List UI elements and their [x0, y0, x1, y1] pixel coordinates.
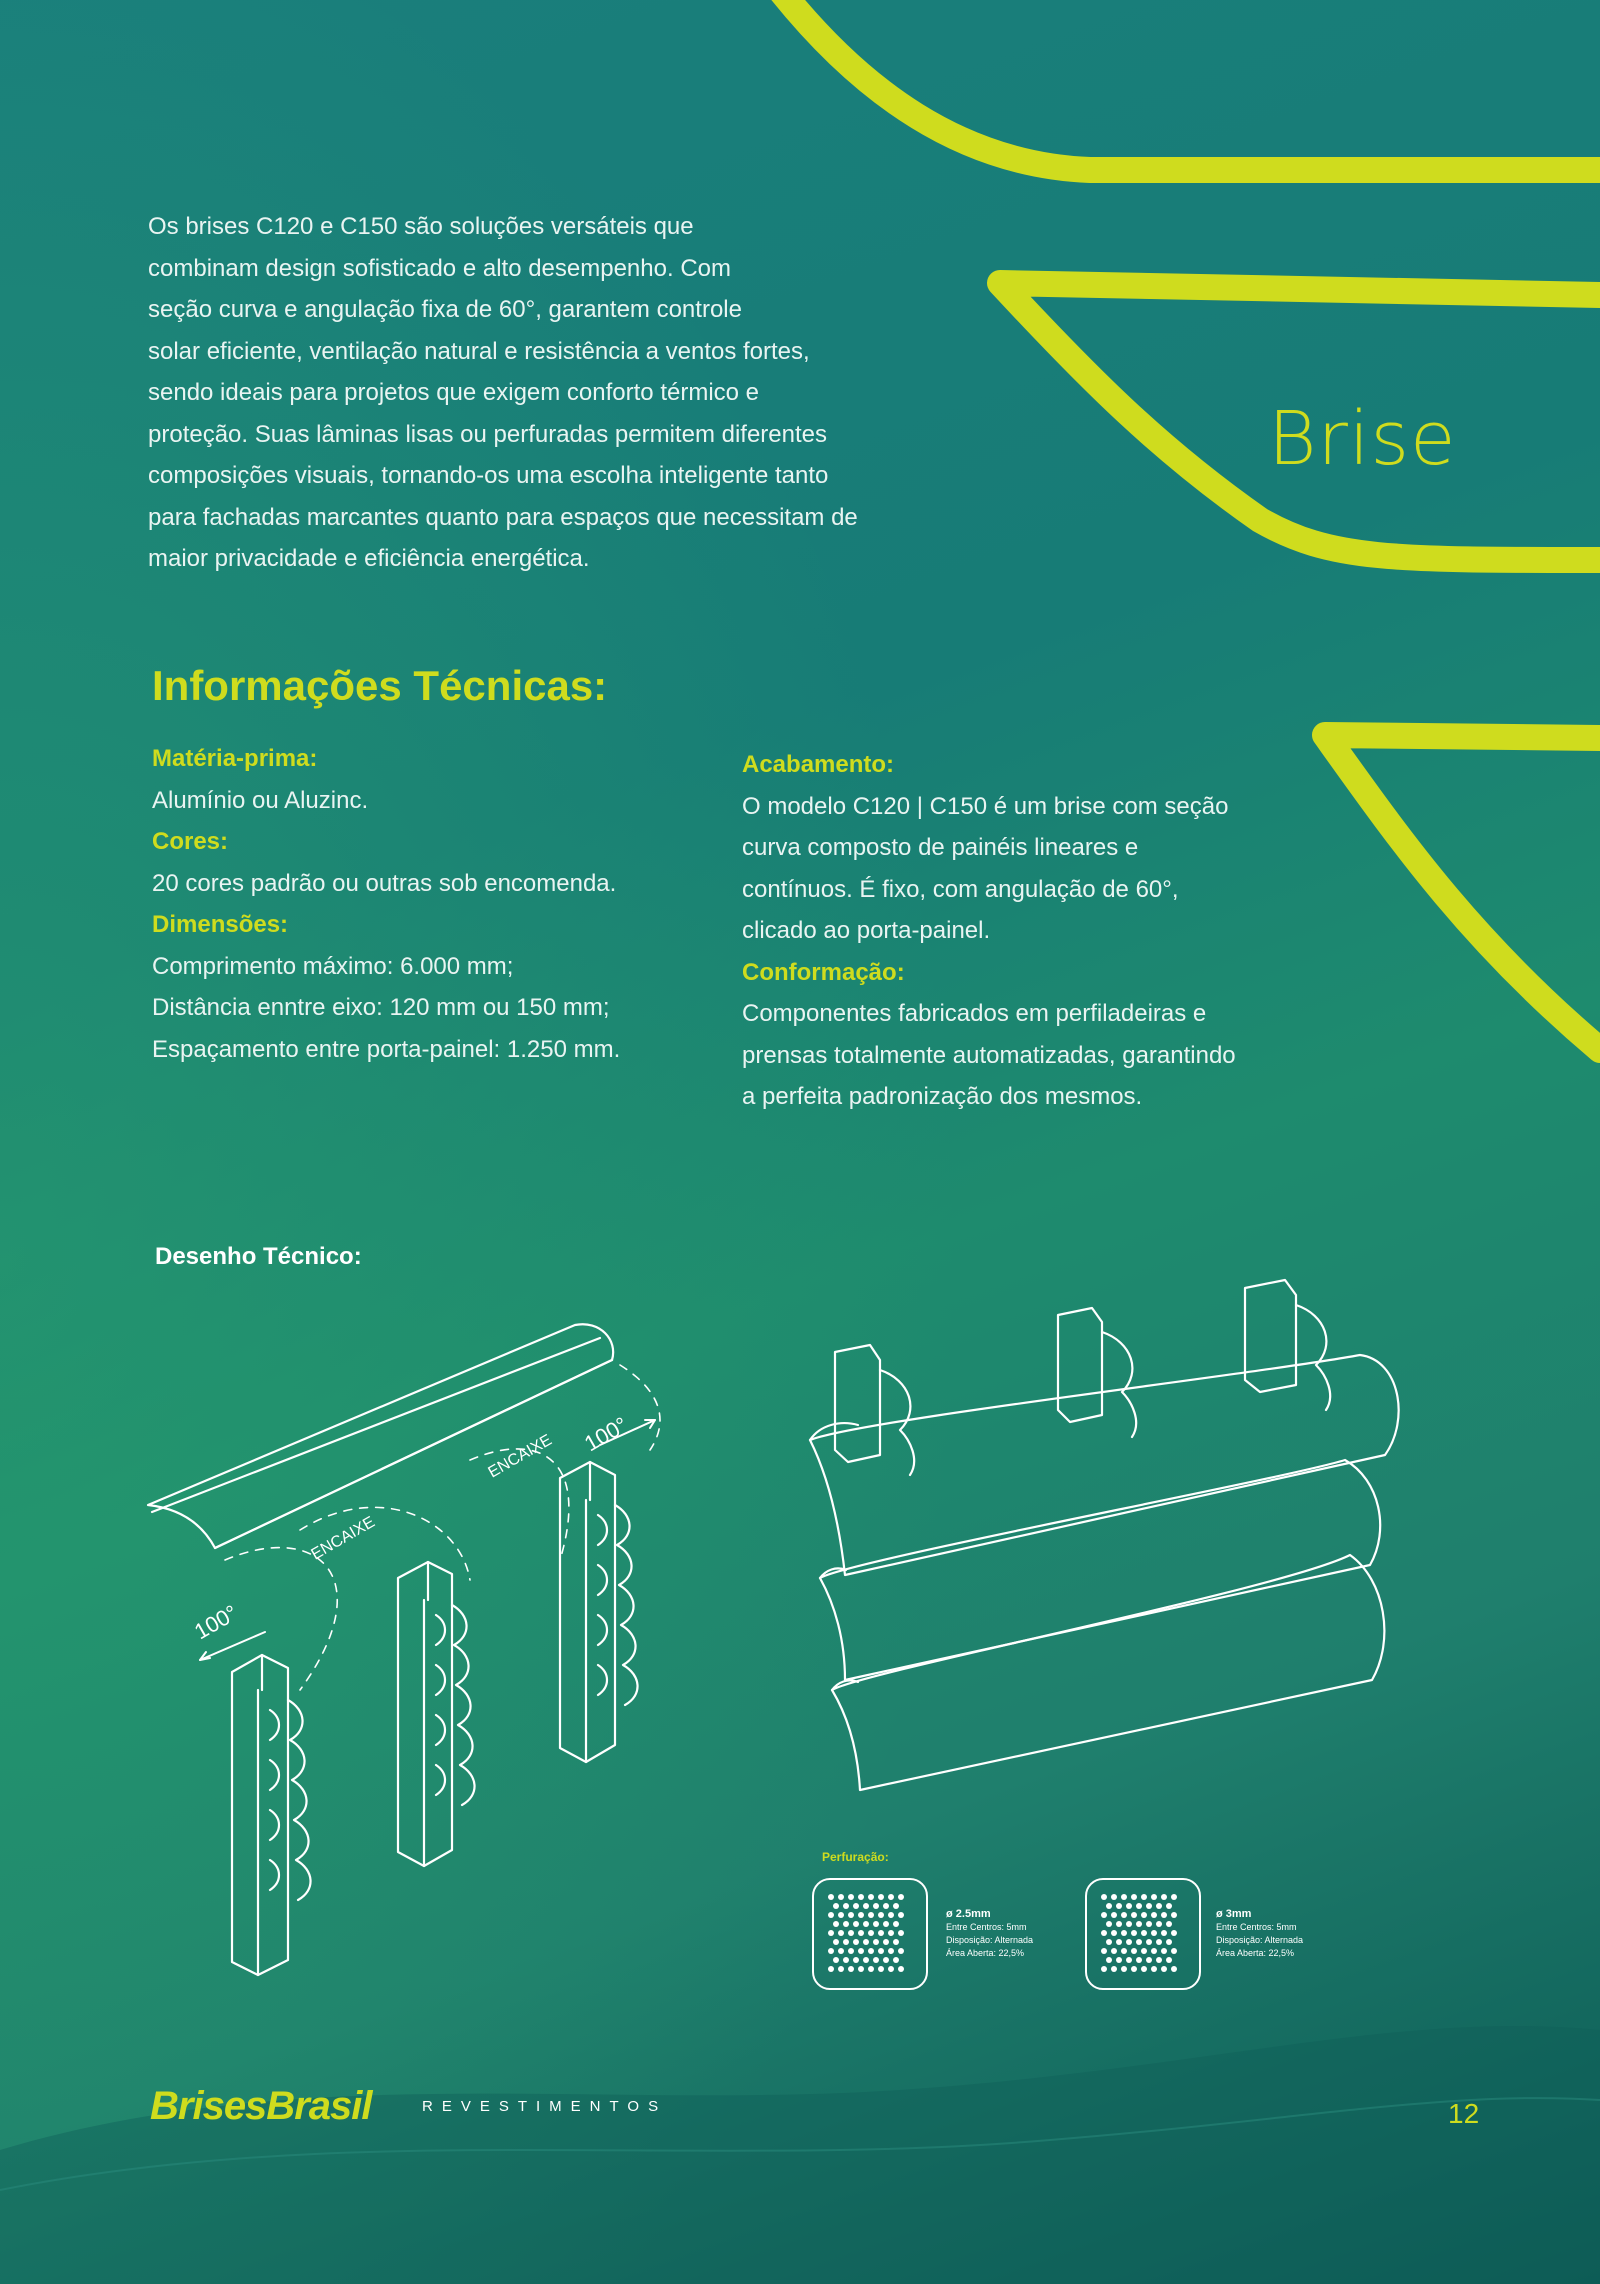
clip-drawing-3	[560, 1462, 638, 1762]
perforation-diameter: ø 3mm	[1216, 1908, 1252, 1920]
perforation-hole	[898, 1912, 904, 1918]
perforation-open-area: Área Aberta: 22,5%	[946, 1948, 1025, 1958]
perforation-hole	[858, 1912, 864, 1918]
perforation-hole	[883, 1903, 889, 1909]
perforation-centers: Entre Centros: 5mm	[946, 1922, 1027, 1932]
intro-line: seção curva e angulação fixa de 60°, garantem controle	[148, 296, 742, 323]
perforation-hole	[893, 1903, 899, 1909]
perforation-hole	[1146, 1957, 1152, 1963]
perforation-hole	[853, 1939, 859, 1945]
perforation-hole	[1106, 1957, 1112, 1963]
intro-line: para fachadas marcantes quanto para espaços que necessitam de	[148, 503, 858, 531]
perforation-hole	[1171, 1930, 1177, 1936]
perforation-hole	[1141, 1966, 1147, 1972]
acabamento-line: clicado ao porta-painel.	[742, 917, 991, 944]
perforation-hole	[1151, 1948, 1157, 1954]
conformacao-line: prensas totalmente automatizadas, garantindo	[742, 1041, 1236, 1069]
perforation-hole	[843, 1957, 849, 1963]
perforation-hole	[1151, 1930, 1157, 1936]
perforation-hole	[1126, 1957, 1132, 1963]
perforation-title: Perfuração:	[822, 1850, 889, 1864]
perforation-hole	[898, 1948, 904, 1954]
perforation-hole	[888, 1912, 894, 1918]
perforation-hole	[1136, 1921, 1142, 1927]
acabamento-line: contínuos. É fixo, com angulação de 60°,	[742, 875, 1179, 903]
perforation-hole	[843, 1903, 849, 1909]
conformacao-line: a perfeita padronização dos mesmos.	[742, 1083, 1143, 1110]
perforation-hole	[1126, 1921, 1132, 1927]
perforation-hole	[1156, 1921, 1162, 1927]
perforation-hole	[878, 1894, 884, 1900]
drawing-title: Desenho Técnico:	[155, 1243, 362, 1270]
perforation-hole	[898, 1966, 904, 1972]
perforation-hole	[848, 1948, 854, 1954]
perforation-hole	[838, 1894, 844, 1900]
dimensoes-value: Espaçamento entre porta-painel: 1.250 mm.	[152, 1035, 621, 1063]
intro-line: maior privacidade e eficiência energética.	[148, 545, 590, 572]
perforation-hole	[893, 1957, 899, 1963]
perforation-hole	[1116, 1939, 1122, 1945]
perforation-hole	[863, 1939, 869, 1945]
perforation-hole	[1136, 1903, 1142, 1909]
perforation-hole	[828, 1966, 834, 1972]
perforation-hole	[848, 1930, 854, 1936]
perforation-hole	[868, 1930, 874, 1936]
perforation-info-1	[946, 1908, 1033, 1960]
perforation-hole	[1171, 1912, 1177, 1918]
perforation-hole	[1121, 1948, 1127, 1954]
perforation-hole	[1146, 1939, 1152, 1945]
perforation-hole	[1101, 1894, 1107, 1900]
perforation-hole	[1141, 1894, 1147, 1900]
intro-line: composições visuais, tornando-os uma escolha inteligente tanto	[148, 462, 829, 489]
perforation-hole	[878, 1966, 884, 1972]
perforation-hole	[1146, 1903, 1152, 1909]
dimensoes-value: Comprimento máximo: 6.000 mm;	[152, 952, 514, 980]
perforation-hole	[873, 1921, 879, 1927]
materia-label: Matéria-prima:	[152, 745, 318, 772]
intro-line: combinam design sofisticado e alto desempenho. Com	[148, 254, 731, 282]
perforation-hole	[1156, 1939, 1162, 1945]
perforation-hole	[1151, 1912, 1157, 1918]
perforation-diameter: ø 2.5mm	[946, 1908, 991, 1920]
dimension-arcs	[225, 1365, 660, 1690]
perforation-hole	[828, 1894, 834, 1900]
perforation-hole	[1111, 1966, 1117, 1972]
perforation-hole	[1141, 1948, 1147, 1954]
perforation-hole	[843, 1939, 849, 1945]
perforation-hole	[898, 1930, 904, 1936]
perforation-sample-2	[1085, 1878, 1201, 1990]
perforation-hole	[833, 1957, 839, 1963]
perforation-hole	[863, 1957, 869, 1963]
perforation-hole	[878, 1930, 884, 1936]
perforation-hole	[863, 1921, 869, 1927]
perforation-hole	[1161, 1912, 1167, 1918]
perforation-hole	[1171, 1894, 1177, 1900]
perforation-hole	[1121, 1930, 1127, 1936]
perforation-hole	[828, 1948, 834, 1954]
perforation-hole	[1141, 1912, 1147, 1918]
perforation-hole	[873, 1957, 879, 1963]
perforation-hole	[883, 1957, 889, 1963]
angle-label-left: 100°	[190, 1599, 242, 1645]
perforation-hole	[1111, 1948, 1117, 1954]
dimensoes-label: Dimensões:	[152, 911, 289, 938]
perforation-hole	[848, 1966, 854, 1972]
perforation-hole	[1136, 1939, 1142, 1945]
tech-info-title: Informações Técnicas:	[152, 662, 608, 709]
perforation-hole	[898, 1894, 904, 1900]
perforation-hole	[888, 1930, 894, 1936]
perforation-hole	[1106, 1921, 1112, 1927]
dimensoes-value: Distância enntre eixo: 120 mm ou 150 mm;	[152, 994, 610, 1021]
perforation-hole	[893, 1939, 899, 1945]
clip-drawing-2	[398, 1562, 475, 1866]
perforation-hole	[1121, 1894, 1127, 1900]
perforation-hole	[1136, 1957, 1142, 1963]
clip-drawing-1	[232, 1655, 311, 1975]
perforation-hole	[878, 1912, 884, 1918]
perforation-hole	[858, 1948, 864, 1954]
cores-label: Cores:	[152, 828, 229, 855]
perforation-hole	[1101, 1948, 1107, 1954]
conformacao-line: Componentes fabricados em perfiladeiras e	[742, 1000, 1207, 1027]
perforation-hole	[1156, 1957, 1162, 1963]
perforation-hole	[833, 1903, 839, 1909]
perforation-hole	[1101, 1930, 1107, 1936]
perforation-hole	[853, 1957, 859, 1963]
perforation-hole	[888, 1966, 894, 1972]
perforation-hole	[828, 1912, 834, 1918]
perforation-hole	[1141, 1930, 1147, 1936]
brand-logo: BrisesBrasil	[150, 2084, 372, 2128]
perforation-hole	[1166, 1921, 1172, 1927]
perforation-hole	[1131, 1930, 1137, 1936]
perforation-hole	[833, 1939, 839, 1945]
conformacao-label: Conformação:	[742, 958, 905, 986]
perforation-hole	[1161, 1948, 1167, 1954]
perforation-hole	[828, 1930, 834, 1936]
perforation-hole	[848, 1912, 854, 1918]
perforation-layout: Disposição: Alternada	[1216, 1935, 1304, 1945]
acabamento-line: curva composto de painéis lineares e	[742, 834, 1139, 861]
perforation-hole	[838, 1930, 844, 1936]
perforation-hole	[1131, 1948, 1137, 1954]
brand-tagline: REVESTIMENTOS	[422, 2098, 668, 2115]
cores-value: 20 cores padrão ou outras sob encomenda.	[152, 869, 617, 897]
perforation-hole	[1121, 1912, 1127, 1918]
perforation-hole	[1161, 1930, 1167, 1936]
perforation-hole	[1101, 1912, 1107, 1918]
intro-line: Os brises C120 e C150 são soluções versáteis que	[148, 213, 694, 240]
perforation-hole	[868, 1948, 874, 1954]
perforation-open-area: Área Aberta: 22,5%	[1216, 1948, 1295, 1958]
perforation-hole	[1106, 1939, 1112, 1945]
acabamento-line: O modelo C120 | C150 é um brise com seção	[742, 792, 1229, 820]
brise-heading: Brise	[1268, 396, 1457, 482]
perforation-hole	[1121, 1966, 1127, 1972]
perforation-hole	[1166, 1903, 1172, 1909]
perforation-hole	[868, 1894, 874, 1900]
perforation-hole	[1151, 1966, 1157, 1972]
materia-value: Alumínio ou Aluzinc.	[152, 786, 369, 814]
perforation-hole	[1111, 1912, 1117, 1918]
perforation-info-2	[1216, 1908, 1303, 1960]
perforation-sample-1	[812, 1878, 928, 1990]
perforation-hole	[1151, 1894, 1157, 1900]
perforation-hole	[868, 1912, 874, 1918]
encaixe-label-left: ENCAIXE	[308, 1513, 378, 1564]
perforation-hole	[843, 1921, 849, 1927]
perforation-layout: Disposição: Alternada	[946, 1935, 1034, 1945]
perforation-hole	[838, 1966, 844, 1972]
perforation-hole	[858, 1966, 864, 1972]
intro-line: sendo ideais para projetos que exigem conforto térmico e	[148, 379, 760, 406]
intro-line: proteção. Suas lâminas lisas ou perfuradas permitem diferentes	[148, 420, 828, 448]
perforation-hole	[1166, 1957, 1172, 1963]
perforation-hole	[1106, 1903, 1112, 1909]
perforation-hole	[1126, 1903, 1132, 1909]
perforation-hole	[858, 1930, 864, 1936]
perforation-hole	[888, 1894, 894, 1900]
perforation-hole	[1111, 1894, 1117, 1900]
perforation-pattern-2	[1101, 1894, 1185, 1974]
perforation-hole	[1131, 1894, 1137, 1900]
perforation-hole	[1166, 1939, 1172, 1945]
perforation-hole	[883, 1921, 889, 1927]
perforation-hole	[1101, 1966, 1107, 1972]
perforation-centers: Entre Centros: 5mm	[1216, 1922, 1297, 1932]
perforation-pattern-1	[828, 1894, 912, 1974]
perforation-hole	[833, 1921, 839, 1927]
perforation-hole	[1171, 1966, 1177, 1972]
page-number: 12	[1448, 2098, 1480, 2129]
perforation-hole	[1116, 1957, 1122, 1963]
perforation-hole	[853, 1921, 859, 1927]
perforation-hole	[853, 1903, 859, 1909]
perforation-hole	[1156, 1903, 1162, 1909]
encaixe-label-right: ENCAIXE	[485, 1431, 555, 1482]
perforation-hole	[868, 1966, 874, 1972]
perforation-hole	[838, 1912, 844, 1918]
perforation-hole	[1131, 1966, 1137, 1972]
perforation-hole	[1161, 1966, 1167, 1972]
perforation-hole	[878, 1948, 884, 1954]
perforation-hole	[1116, 1921, 1122, 1927]
perforation-hole	[1116, 1903, 1122, 1909]
perforation-hole	[1111, 1930, 1117, 1936]
perforation-hole	[873, 1903, 879, 1909]
perforation-hole	[893, 1921, 899, 1927]
angle-label-right: 100°	[580, 1411, 632, 1457]
perforation-hole	[888, 1948, 894, 1954]
perforation-hole	[873, 1939, 879, 1945]
perforation-hole	[883, 1939, 889, 1945]
perforation-hole	[858, 1894, 864, 1900]
perforation-hole	[1146, 1921, 1152, 1927]
perforation-hole	[1131, 1912, 1137, 1918]
acabamento-label: Acabamento:	[742, 751, 895, 778]
intro-line: solar eficiente, ventilação natural e resistência a ventos fortes,	[148, 337, 810, 365]
perforation-hole	[1161, 1894, 1167, 1900]
perforation-hole	[863, 1903, 869, 1909]
perforation-hole	[1171, 1948, 1177, 1954]
assembled-drawing	[810, 1280, 1399, 1790]
perforation-hole	[848, 1894, 854, 1900]
perforation-hole	[1126, 1939, 1132, 1945]
perforation-hole	[838, 1948, 844, 1954]
